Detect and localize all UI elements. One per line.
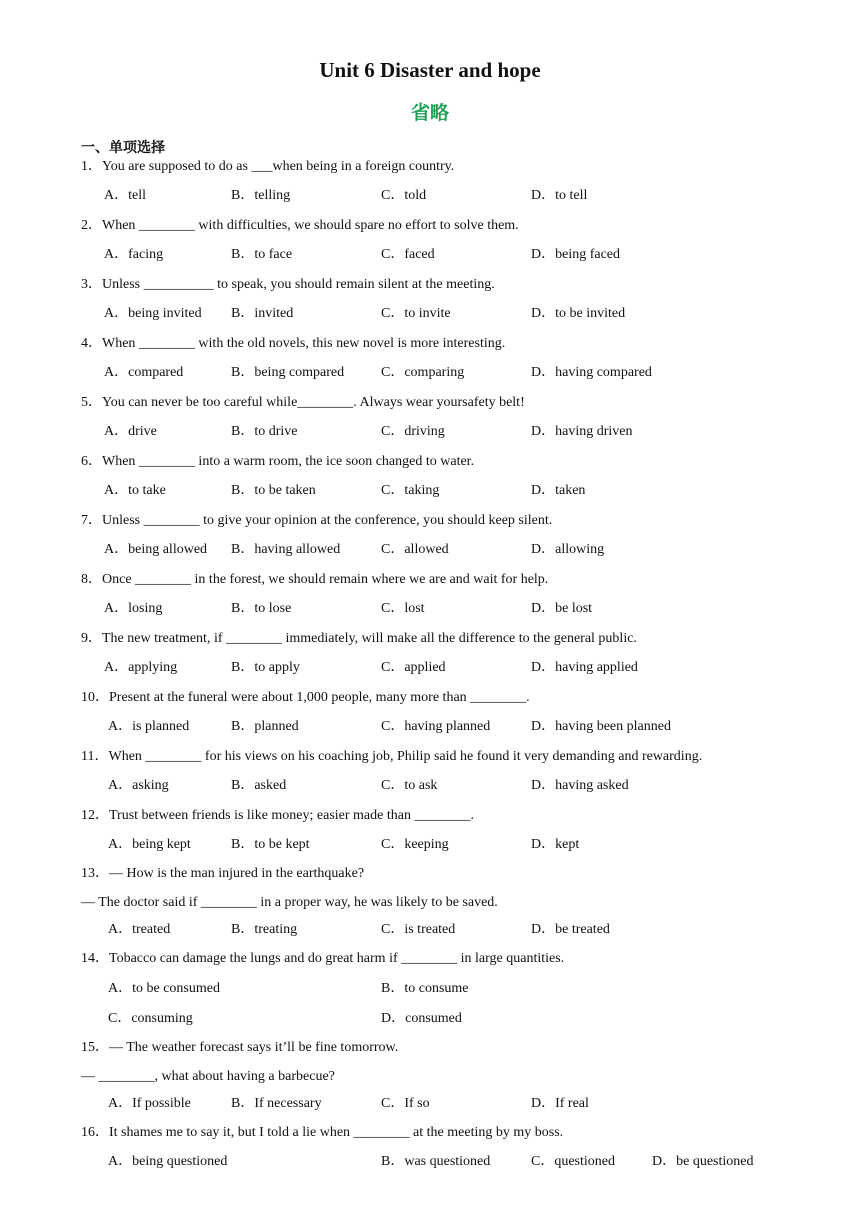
option-c: C．driving	[381, 424, 445, 439]
question-stem: 13．— How is the man injured in the earthquake?	[81, 866, 365, 881]
option-c: C．to ask	[381, 778, 438, 793]
question-stem: 12．Trust between friends is like money; easier made than ________.	[81, 808, 474, 823]
question-stem: 16．It shames me to say it, but I told a lie when ________ at the meeting by my boss.	[81, 1125, 564, 1140]
question-stem: 10．Present at the funeral were about 1,000 people, many more than ________.	[81, 690, 530, 705]
option-d: D．to be invited	[531, 306, 626, 321]
option-d: D．be treated	[531, 922, 610, 937]
option-a: A．facing	[104, 247, 164, 262]
option-d: D．having asked	[531, 778, 629, 793]
option-b: B．asked	[231, 778, 287, 793]
option-c: C．consuming	[108, 1011, 193, 1026]
option-b: B．to consume	[381, 981, 469, 996]
option-b: B．telling	[231, 188, 291, 203]
option-c: C．applied	[381, 660, 446, 675]
question-stem: 8．Once ________ in the forest, we should remain where we are and wait for help.	[81, 572, 549, 587]
question-stem: 15．— The weather forecast says it’ll be fine tomorrow.	[81, 1040, 399, 1055]
question-stem: 5．You can never be too careful while________. Always wear yoursafety belt!	[81, 395, 525, 410]
question-stem: 7．Unless ________ to give your opinion at the conference, you should keep silent.	[81, 513, 553, 528]
option-b: B．to be taken	[231, 483, 316, 498]
option-d: D．kept	[531, 837, 580, 852]
option-a: A．If possible	[108, 1096, 191, 1111]
option-b: B．to be kept	[231, 837, 310, 852]
option-c: C．lost	[381, 601, 425, 616]
option-d: D．having driven	[531, 424, 633, 439]
option-b: B．to apply	[231, 660, 300, 675]
question-stem: 11．When ________ for his views on his coaching job, Philip said he found it very demanding and rewarding.	[81, 749, 703, 764]
option-a: A．to take	[104, 483, 166, 498]
option-a: A．asking	[108, 778, 169, 793]
option-a: A．being questioned	[108, 1154, 228, 1169]
option-a: A．applying	[104, 660, 178, 675]
option-d: D．having been planned	[531, 719, 671, 734]
option-b: B．treating	[231, 922, 298, 937]
option-c: C．keeping	[381, 837, 449, 852]
question-stem: 1．You are supposed to do as ___when being in a foreign country.	[81, 159, 455, 174]
option-c: C．is treated	[381, 922, 456, 937]
question-stem-reply: — The doctor said if ________ in a proper way, he was likely to be saved.	[81, 895, 498, 910]
option-c: C．faced	[381, 247, 435, 262]
question-stem: 3．Unless __________ to speak, you should remain silent at the meeting.	[81, 277, 495, 292]
option-c: C．told	[381, 188, 427, 203]
option-c: C．comparing	[381, 365, 465, 380]
page-subtitle: 省略	[410, 102, 449, 124]
question-stem: 4．When ________ with the old novels, this new novel is more interesting.	[81, 336, 506, 351]
option-a: A．to be consumed	[108, 981, 220, 996]
option-a: A．losing	[104, 601, 163, 616]
option-d: D．being faced	[531, 247, 621, 262]
option-a: A．treated	[108, 922, 171, 937]
option-b: B．being compared	[231, 365, 345, 380]
question-stem: 9．The new treatment, if ________ immediately, will make all the difference to the general public.	[81, 631, 637, 646]
option-d: D．be lost	[531, 601, 593, 616]
option-c: C．to invite	[381, 306, 451, 321]
option-a: A．is planned	[108, 719, 190, 734]
section-heading: 一、单项选择	[81, 140, 165, 156]
option-a: A．compared	[104, 365, 184, 380]
option-d: D．taken	[531, 483, 586, 498]
page-title: Unit 6 Disaster and hope	[319, 58, 541, 82]
option-b: B．planned	[231, 719, 299, 734]
option-c: C．having planned	[381, 719, 491, 734]
option-b: B．having allowed	[231, 542, 341, 557]
option-d: D．consumed	[381, 1011, 462, 1026]
option-d: D．If real	[531, 1096, 589, 1111]
option-a: A．tell	[104, 188, 146, 203]
option-a: A．drive	[104, 424, 157, 439]
option-b: B．If necessary	[231, 1096, 322, 1111]
option-c: C．If so	[381, 1096, 430, 1111]
option-d: D．having applied	[531, 660, 638, 675]
question-stem: 14．Tobacco can damage the lungs and do great harm if ________ in large quantities.	[81, 951, 565, 966]
question-stem: 6．When ________ into a warm room, the ice soon changed to water.	[81, 454, 475, 469]
option-d: D．allowing	[531, 542, 605, 557]
option-a: A．being kept	[108, 837, 191, 852]
option-b: B．was questioned	[381, 1154, 491, 1169]
option-d: D．to tell	[531, 188, 588, 203]
option-a: A．being allowed	[104, 542, 208, 557]
option-a: A．being invited	[104, 306, 202, 321]
option-b: B．invited	[231, 306, 294, 321]
option-b: B．to drive	[231, 424, 298, 439]
question-stem-reply: — ________, what about having a barbecue?	[81, 1069, 335, 1084]
option-b: B．to face	[231, 247, 293, 262]
option-c: C．allowed	[381, 542, 449, 557]
option-d: D．be questioned	[652, 1154, 754, 1169]
option-c: C．questioned	[531, 1154, 615, 1169]
option-d: D．having compared	[531, 365, 652, 380]
question-stem: 2．When ________ with difficulties, we should spare no effort to solve them.	[81, 218, 519, 233]
option-b: B．to lose	[231, 601, 292, 616]
option-c: C．taking	[381, 483, 440, 498]
